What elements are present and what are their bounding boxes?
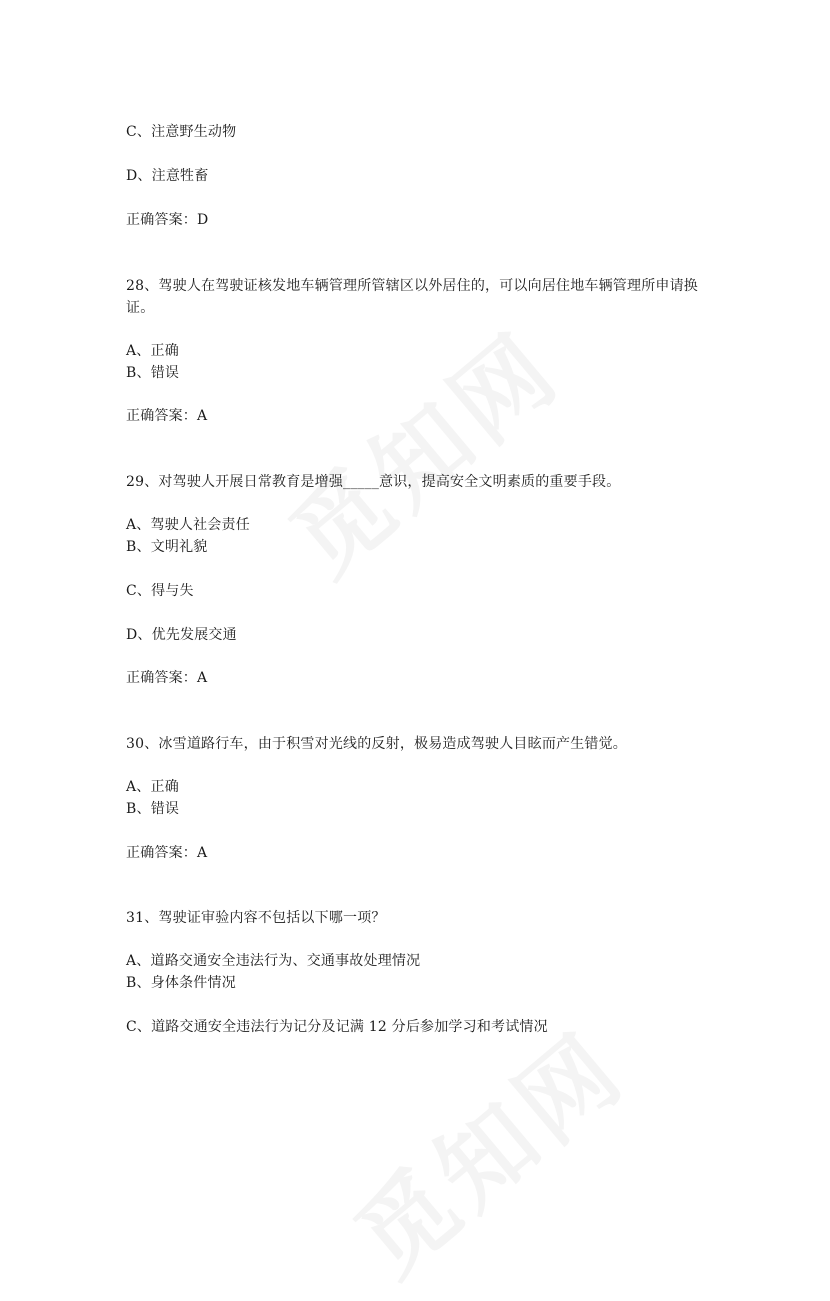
q29-option-d: D、优先发展交通 <box>126 627 237 643</box>
q28-option-b: B、错误 <box>126 365 180 381</box>
q29-option-b: B、文明礼貌 <box>126 539 208 555</box>
q28-question-line-2: 证。 <box>126 300 155 316</box>
q27-option-d: D、注意牲畜 <box>126 168 209 184</box>
watermark-logo <box>257 296 584 601</box>
q30-option-b: B、错误 <box>126 801 180 817</box>
q31-option-b: B、身体条件情况 <box>126 975 236 991</box>
q28-option-a: A、正确 <box>126 343 179 359</box>
q28-answer: 正确答案：A <box>126 408 208 424</box>
q27-option-c: C、注意野生动物 <box>126 124 237 140</box>
q27-answer: 正确答案：D <box>126 212 209 228</box>
q30-question: 30、冰雪道路行车，由于积雪对光线的反射，极易造成驾驶人目眩而产生错觉。 <box>126 736 628 752</box>
q31-question: 31、驾驶证审验内容不包括以下哪一项？ <box>126 910 386 926</box>
q30-option-a: A、正确 <box>126 779 179 795</box>
q29-answer: 正确答案：A <box>126 670 208 686</box>
q31-option-a: A、道路交通安全违法行为、交通事故处理情况 <box>126 953 421 969</box>
q29-option-c: C、得与失 <box>126 583 194 599</box>
q28-question-line-1: 28、驾驶人在驾驶证核发地车辆管理所管辖区以外居住的，可以向居住地车辆管理所申请换 <box>126 278 699 294</box>
watermark-logo <box>322 996 649 1301</box>
q31-option-c: C、道路交通安全违法行为记分及记满 12 分后参加学习和考试情况 <box>126 1019 548 1035</box>
q29-option-a: A、驾驶人社会责任 <box>126 517 250 533</box>
q30-answer: 正确答案：A <box>126 845 208 861</box>
q29-question: 29、对驾驶人开展日常教育是增强_____意识，提高安全文明素质的重要手段。 <box>126 474 621 490</box>
